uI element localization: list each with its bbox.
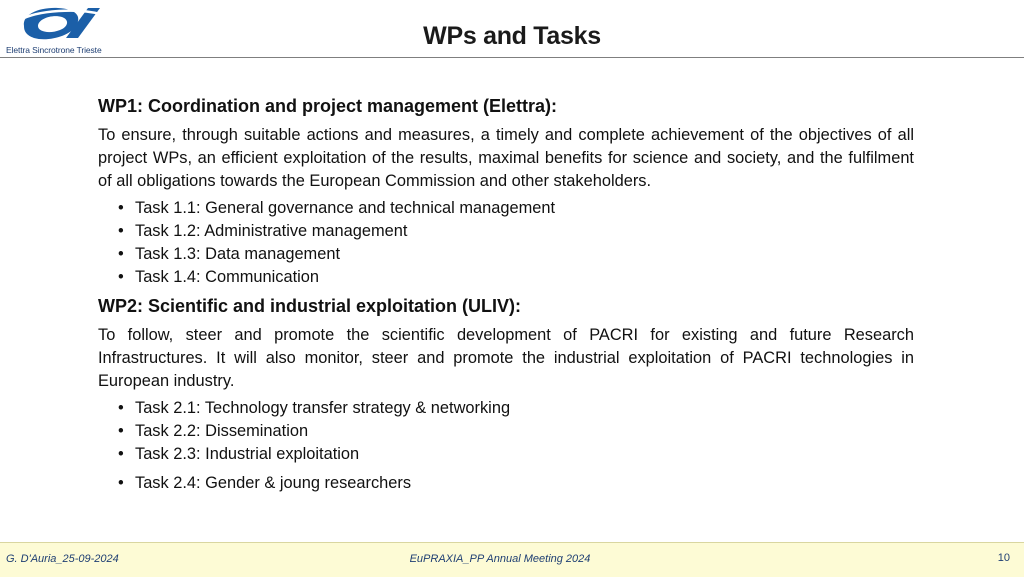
slide-title: WPs and Tasks xyxy=(423,22,601,50)
wp1-heading: WP1: Coordination and project management (Elettra): xyxy=(98,96,558,116)
wp2-heading: WP2: Scientific and industrial exploitation (ULIV): xyxy=(98,296,522,316)
title-divider xyxy=(0,57,1024,58)
list-item: • Task 2.4: Gender & joung researchers xyxy=(118,472,914,495)
list-item: • Task 1.4: Communication xyxy=(118,266,914,289)
list-item: • Task 2.3: Industrial exploitation xyxy=(118,443,914,466)
wp2-task-list xyxy=(98,397,914,495)
footer-event: EuPRAXIA_PP Annual Meeting 2024 xyxy=(409,553,591,565)
list-item: • Task 2.1: Technology transfer strategy & networking xyxy=(118,397,914,420)
wp1-task-list xyxy=(98,197,914,289)
list-item: • Task 1.3: Data management xyxy=(118,243,914,266)
wp2-description: To follow, steer and promote the scientific development of PACRI for existing and future Research Infrastructures. It will also monitor, steer and promote the industrial exploitation of PACRI technologies in European industry. xyxy=(98,326,914,390)
logo-caption: Elettra Sincrotrone Trieste xyxy=(6,45,102,55)
page-number: 10 xyxy=(997,552,1010,564)
slide-footer xyxy=(0,542,1024,577)
list-item: • Task 1.1: General governance and technical management xyxy=(118,197,914,220)
list-item: • Task 1.2: Administrative management xyxy=(118,220,914,243)
wp1-description: To ensure, through suitable actions and measures, a timely and complete achievement of the objectives of all project WPs, an efficient exploitation of the results, maximal benefits for science and society, and the fulfilment of all obligations towards the European Commission and other stakeholders. xyxy=(98,126,914,190)
footer-author-date: G. D'Auria_25-09-2024 xyxy=(6,553,119,565)
list-item: • Task 2.2: Dissemination xyxy=(118,420,914,443)
slide-content xyxy=(98,94,914,500)
